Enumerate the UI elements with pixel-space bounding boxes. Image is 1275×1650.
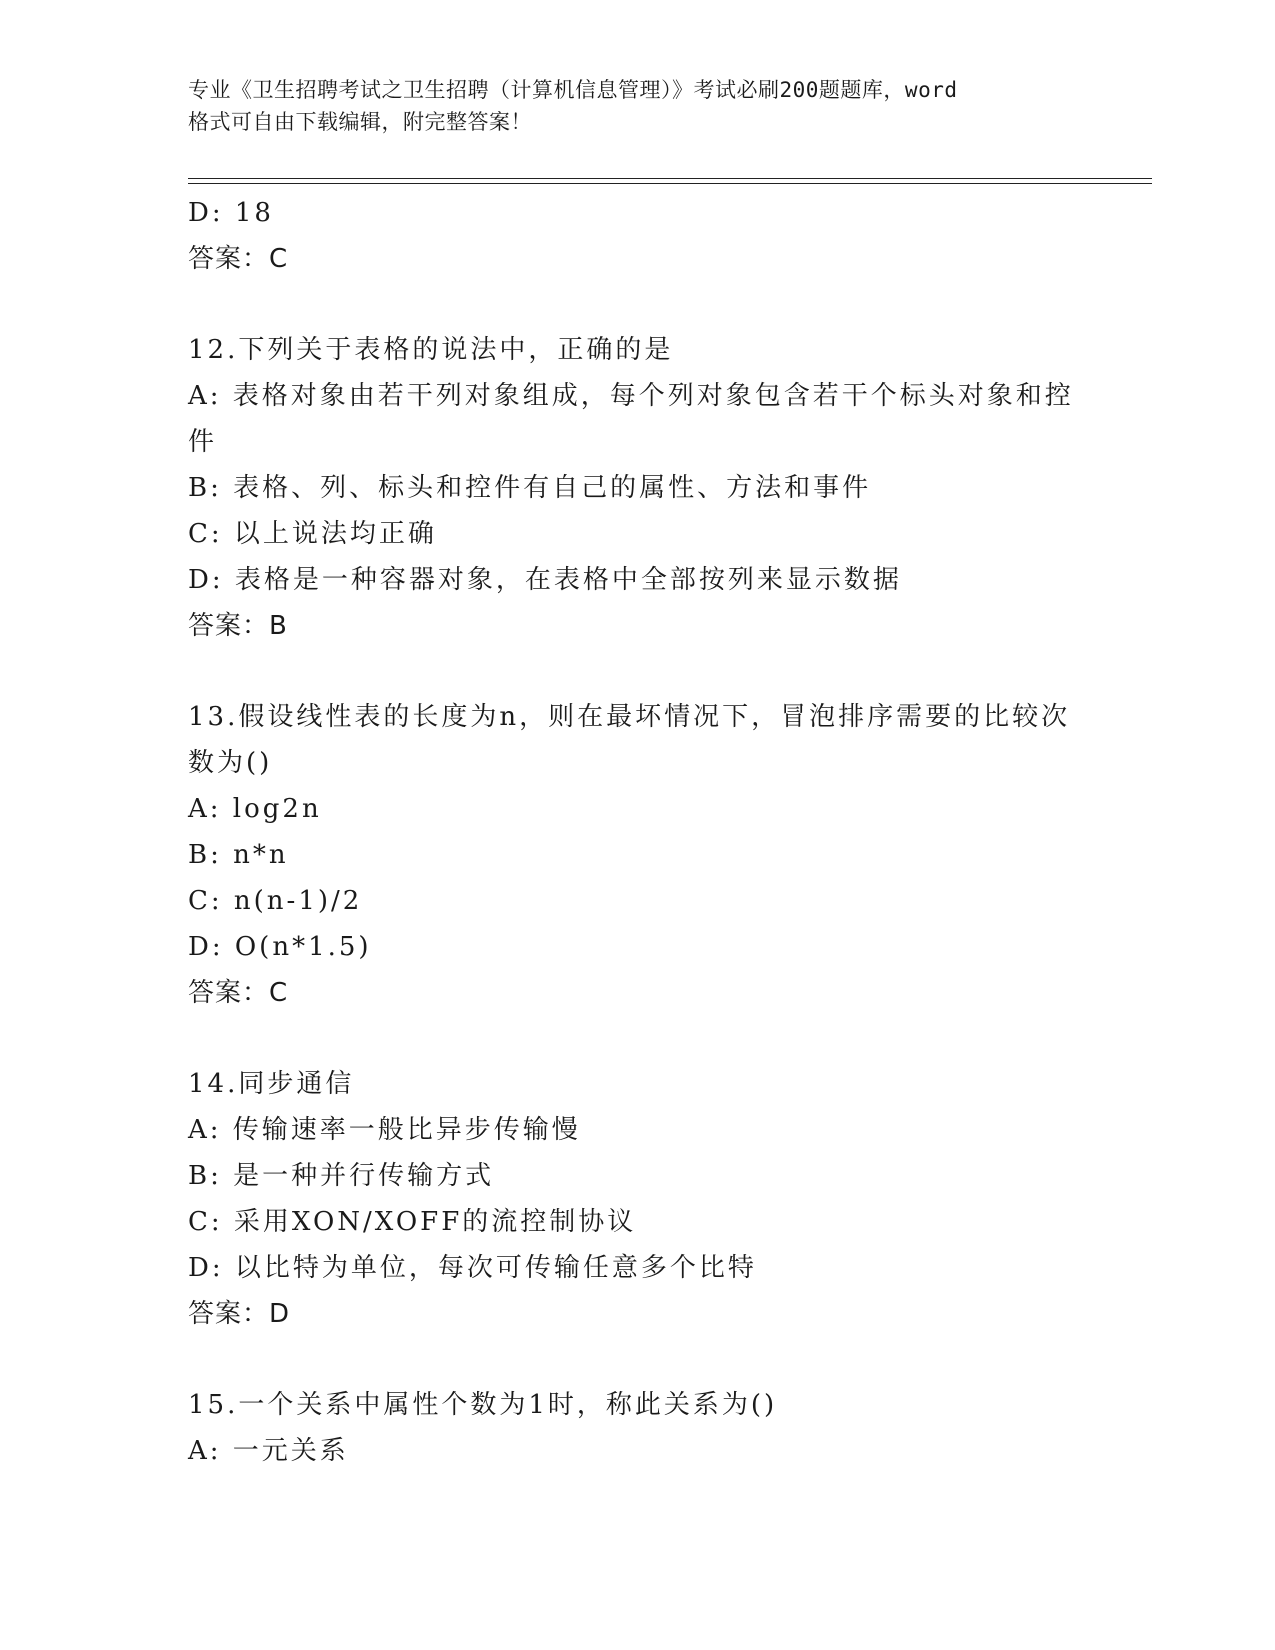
option-line: A: 表格对象由若干列对象组成，每个列对象包含若干个标头对象和控 <box>188 381 1074 411</box>
spacer <box>188 1016 1088 1061</box>
option-line: D: 以比特为单位，每次可传输任意多个比特 <box>188 1253 757 1283</box>
option-line: A: 传输速率一般比异步传输慢 <box>188 1115 581 1145</box>
answer-line: 答案：B <box>188 611 288 641</box>
option-line: C: n(n-1)/2 <box>188 886 363 916</box>
question-stem: 12.下列关于表格的说法中，正确的是 <box>188 335 674 365</box>
option-line: B: 表格、列、标头和控件有自己的属性、方法和事件 <box>188 473 872 503</box>
option-line: A: log2n <box>188 794 322 824</box>
option-line: B: n*n <box>188 840 289 870</box>
option-line: D: O(n*1.5) <box>188 932 372 962</box>
header-line-1: 专业《卫生招聘考试之卫生招聘（计算机信息管理）》考试必刷200题题库，word <box>188 78 958 102</box>
header-divider-top <box>188 178 1152 179</box>
header-line-2: 格式可自由下载编辑，附完整答案！ <box>188 110 532 134</box>
question-block-14 <box>188 1061 1088 1337</box>
option-line: C: 采用XON/XOFF的流控制协议 <box>188 1207 637 1237</box>
spacer <box>188 282 1088 327</box>
answer-line: 答案：D <box>188 1299 291 1329</box>
option-line: D: 表格是一种容器对象，在表格中全部按列来显示数据 <box>188 565 902 595</box>
question-content <box>188 190 1088 1474</box>
option-line: B: 是一种并行传输方式 <box>188 1161 495 1191</box>
question-block-15 <box>188 1382 1088 1474</box>
question-stem: 13.假设线性表的长度为n，则在最坏情况下，冒泡排序需要的比较次 <box>188 702 1071 732</box>
answer-line: 答案：C <box>188 244 289 274</box>
spacer <box>188 1337 1088 1382</box>
question-stem: 数为() <box>188 748 273 778</box>
header-divider-bottom <box>188 183 1152 184</box>
question-stem: 15.一个关系中属性个数为1时，称此关系为() <box>188 1390 778 1420</box>
answer-line: 答案：C <box>188 978 289 1008</box>
question-block-12 <box>188 327 1088 649</box>
question-stem: 14.同步通信 <box>188 1069 355 1099</box>
question-block-13 <box>188 694 1088 1016</box>
option-line: C: 以上说法均正确 <box>188 519 437 549</box>
option-line: 件 <box>188 427 218 457</box>
spacer <box>188 649 1088 694</box>
document-header <box>188 74 1088 138</box>
option-line: D: 18 <box>188 198 274 228</box>
option-line: A: 一元关系 <box>188 1436 349 1466</box>
